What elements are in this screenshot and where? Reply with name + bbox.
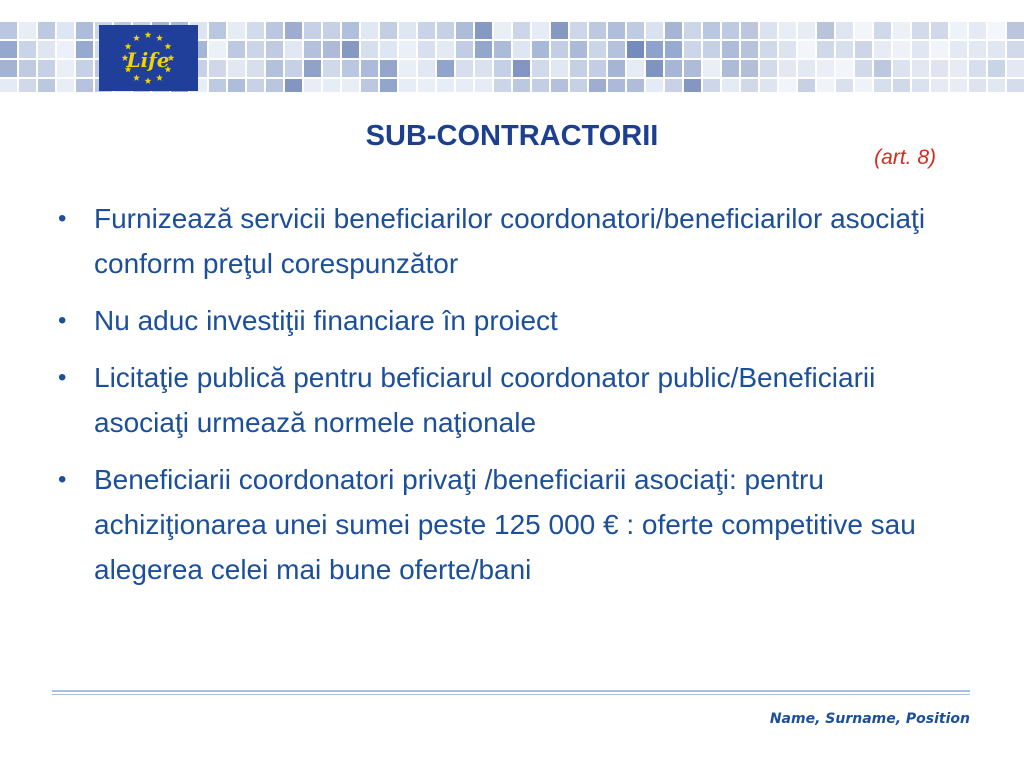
mosaic-tile xyxy=(817,22,834,39)
mosaic-tile xyxy=(380,79,397,92)
mosaic-tile xyxy=(627,22,644,39)
mosaic-tile xyxy=(817,79,834,92)
mosaic-tile xyxy=(551,60,568,77)
mosaic-tile xyxy=(608,60,625,77)
mosaic-tile xyxy=(0,79,17,92)
mosaic-tile xyxy=(950,22,967,39)
mosaic-tile xyxy=(57,22,74,39)
mosaic-tile xyxy=(399,41,416,58)
mosaic-tile xyxy=(0,60,17,77)
mosaic-tile xyxy=(209,22,226,39)
mosaic-tile xyxy=(494,41,511,58)
mosaic-tile xyxy=(266,22,283,39)
mosaic-tile xyxy=(399,79,416,92)
article-reference: (art. 8) xyxy=(874,146,936,169)
mosaic-tile xyxy=(456,22,473,39)
bullet-text: Beneficiarii coordonatori privaţi /beneficiarii asociaţi: pentru achiziţionarea unei sumei peste 125 000 € : oferte competitive sau alegerea celei mai bune oferte/bani xyxy=(94,464,916,585)
mosaic-tile xyxy=(684,22,701,39)
eu-star-icon xyxy=(133,74,140,81)
mosaic-tile xyxy=(722,22,739,39)
mosaic-tile xyxy=(323,79,340,92)
mosaic-tile xyxy=(57,41,74,58)
mosaic-tile xyxy=(779,41,796,58)
mosaic-tile xyxy=(361,41,378,58)
mosaic-tile xyxy=(741,22,758,39)
mosaic-tile xyxy=(836,22,853,39)
mosaic-tile xyxy=(19,41,36,58)
mosaic-tile xyxy=(437,60,454,77)
bullet-icon: • xyxy=(58,307,67,334)
bullet-item xyxy=(54,355,954,445)
bullet-text: Licitaţie publică pentru beficiarul coordonator public/Beneficiarii asociaţi urmează normele naţionale xyxy=(94,362,876,438)
mosaic-tile xyxy=(874,41,891,58)
mosaic-tile xyxy=(760,60,777,77)
mosaic-tile xyxy=(437,22,454,39)
mosaic-tile xyxy=(551,79,568,92)
mosaic-tile xyxy=(950,41,967,58)
mosaic-tile xyxy=(399,22,416,39)
mosaic-tile xyxy=(418,22,435,39)
mosaic-tile xyxy=(456,79,473,92)
mosaic-tile xyxy=(570,60,587,77)
mosaic-tile xyxy=(1007,41,1024,58)
mosaic-tile xyxy=(76,22,93,39)
mosaic-tile xyxy=(38,41,55,58)
mosaic-tile xyxy=(456,60,473,77)
mosaic-tile xyxy=(665,41,682,58)
mosaic-tile xyxy=(741,41,758,58)
mosaic-tile xyxy=(741,60,758,77)
mosaic-tile xyxy=(228,41,245,58)
mosaic-tile xyxy=(855,22,872,39)
mosaic-tile xyxy=(893,60,910,77)
mosaic-tile xyxy=(380,60,397,77)
mosaic-tile xyxy=(988,79,1005,92)
bullet-text: Nu aduc investiţii financiare în proiect xyxy=(94,305,558,336)
mosaic-tile xyxy=(779,79,796,92)
mosaic-tile xyxy=(893,22,910,39)
mosaic-tile xyxy=(532,41,549,58)
mosaic-tile xyxy=(741,79,758,92)
mosaic-tile xyxy=(931,22,948,39)
mosaic-tile xyxy=(665,79,682,92)
logo-text: Life xyxy=(126,48,170,72)
mosaic-tile xyxy=(228,79,245,92)
mosaic-tile xyxy=(475,60,492,77)
mosaic-tile xyxy=(247,41,264,58)
mosaic-tile xyxy=(703,22,720,39)
mosaic-tile xyxy=(874,60,891,77)
mosaic-tile xyxy=(589,60,606,77)
mosaic-tile xyxy=(361,22,378,39)
mosaic-tile xyxy=(608,79,625,92)
eu-star-icon xyxy=(145,31,152,38)
mosaic-tile xyxy=(836,60,853,77)
mosaic-tile xyxy=(874,22,891,39)
mosaic-tile xyxy=(38,60,55,77)
mosaic-tile xyxy=(513,22,530,39)
mosaic-tile xyxy=(836,41,853,58)
mosaic-tile xyxy=(209,79,226,92)
footer-divider xyxy=(52,690,970,692)
mosaic-tile xyxy=(247,79,264,92)
mosaic-tile xyxy=(950,60,967,77)
slide-title: SUB-CONTRACTORII xyxy=(365,120,659,152)
mosaic-tile xyxy=(0,41,17,58)
bullet-item xyxy=(54,298,954,343)
mosaic-tile xyxy=(1007,22,1024,39)
mosaic-tile xyxy=(304,60,321,77)
mosaic-tile xyxy=(931,79,948,92)
mosaic-tile xyxy=(0,22,17,39)
mosaic-tile xyxy=(722,60,739,77)
mosaic-tile xyxy=(931,60,948,77)
mosaic-tile xyxy=(855,41,872,58)
mosaic-tile xyxy=(76,60,93,77)
mosaic-tile xyxy=(361,79,378,92)
mosaic-tile xyxy=(342,79,359,92)
mosaic-tile xyxy=(722,41,739,58)
mosaic-tile xyxy=(418,60,435,77)
mosaic-tile xyxy=(817,60,834,77)
mosaic-tile xyxy=(418,41,435,58)
mosaic-tile xyxy=(760,41,777,58)
mosaic-tile xyxy=(798,41,815,58)
mosaic-tile xyxy=(1007,79,1024,92)
mosaic-tile xyxy=(703,41,720,58)
mosaic-tile xyxy=(570,41,587,58)
mosaic-tile xyxy=(988,60,1005,77)
mosaic-tile xyxy=(646,79,663,92)
mosaic-tile xyxy=(969,60,986,77)
mosaic-tile xyxy=(1007,60,1024,77)
mosaic-tile xyxy=(703,79,720,92)
mosaic-tile xyxy=(228,60,245,77)
mosaic-tile xyxy=(456,41,473,58)
mosaic-tile xyxy=(76,41,93,58)
mosaic-tile xyxy=(266,79,283,92)
mosaic-tile xyxy=(304,41,321,58)
mosaic-tile xyxy=(342,60,359,77)
mosaic-tile xyxy=(513,79,530,92)
mosaic-tile xyxy=(532,22,549,39)
mosaic-tile xyxy=(342,41,359,58)
eu-star-icon xyxy=(156,34,163,41)
mosaic-tile xyxy=(209,41,226,58)
mosaic-tile xyxy=(38,79,55,92)
mosaic-tile xyxy=(494,22,511,39)
mosaic-tile xyxy=(665,22,682,39)
mosaic-tile xyxy=(532,60,549,77)
mosaic-tile xyxy=(589,22,606,39)
mosaic-tile xyxy=(969,41,986,58)
mosaic-tile xyxy=(589,41,606,58)
bullet-item xyxy=(54,196,954,286)
mosaic-tile xyxy=(646,41,663,58)
mosaic-tile xyxy=(912,79,929,92)
mosaic-tile xyxy=(551,41,568,58)
mosaic-tile xyxy=(285,79,302,92)
mosaic-tile xyxy=(665,60,682,77)
mosaic-tile xyxy=(798,79,815,92)
mosaic-tile xyxy=(817,41,834,58)
mosaic-tile xyxy=(779,22,796,39)
mosaic-tile xyxy=(19,22,36,39)
mosaic-tile xyxy=(285,60,302,77)
mosaic-tile xyxy=(608,22,625,39)
mosaic-tile xyxy=(19,79,36,92)
mosaic-tile xyxy=(304,79,321,92)
mosaic-tile xyxy=(475,79,492,92)
mosaic-tile xyxy=(627,79,644,92)
mosaic-tile xyxy=(969,79,986,92)
mosaic-tile xyxy=(475,22,492,39)
mosaic-tile xyxy=(513,41,530,58)
bullet-icon: • xyxy=(58,205,67,232)
mosaic-tile xyxy=(570,79,587,92)
bullet-list xyxy=(54,196,954,604)
mosaic-tile xyxy=(836,79,853,92)
mosaic-tile xyxy=(38,22,55,39)
bullet-item xyxy=(54,457,954,592)
mosaic-tile xyxy=(703,60,720,77)
mosaic-tile xyxy=(798,60,815,77)
mosaic-tile xyxy=(855,79,872,92)
mosaic-tile xyxy=(627,41,644,58)
mosaic-tile xyxy=(266,41,283,58)
mosaic-tile xyxy=(361,60,378,77)
mosaic-tile xyxy=(475,41,492,58)
mosaic-tile xyxy=(684,60,701,77)
footer-presenter-info: Name, Surname, Position xyxy=(769,711,970,727)
mosaic-tile xyxy=(57,79,74,92)
mosaic-tile xyxy=(684,79,701,92)
mosaic-tile xyxy=(570,22,587,39)
eu-stars-icon xyxy=(99,25,198,91)
mosaic-tile xyxy=(912,22,929,39)
mosaic-tile xyxy=(418,79,435,92)
mosaic-tile xyxy=(19,60,36,77)
mosaic-tile xyxy=(646,60,663,77)
mosaic-tile xyxy=(285,22,302,39)
mosaic-tile xyxy=(399,60,416,77)
mosaic-tile xyxy=(323,41,340,58)
mosaic-tile xyxy=(513,60,530,77)
mosaic-tile xyxy=(969,22,986,39)
mosaic-tile xyxy=(988,41,1005,58)
mosaic-tile xyxy=(228,22,245,39)
eu-star-icon xyxy=(145,77,152,84)
bullet-icon: • xyxy=(58,466,67,493)
mosaic-tile xyxy=(988,22,1005,39)
mosaic-tile xyxy=(722,79,739,92)
mosaic-tile xyxy=(646,22,663,39)
mosaic-tile xyxy=(874,79,891,92)
footer-divider-thin xyxy=(52,694,970,695)
mosaic-tile xyxy=(589,79,606,92)
mosaic-tile xyxy=(551,22,568,39)
mosaic-tile xyxy=(304,22,321,39)
mosaic-tile xyxy=(380,22,397,39)
mosaic-tile xyxy=(323,22,340,39)
mosaic-tile xyxy=(760,22,777,39)
mosaic-tile xyxy=(532,79,549,92)
mosaic-tile xyxy=(437,41,454,58)
mosaic-tile xyxy=(608,41,625,58)
mosaic-tile xyxy=(931,41,948,58)
eu-star-icon xyxy=(156,74,163,81)
mosaic-tile xyxy=(627,60,644,77)
mosaic-tile xyxy=(684,41,701,58)
mosaic-tile xyxy=(950,79,967,92)
mosaic-tile xyxy=(912,41,929,58)
mosaic-tile xyxy=(437,79,454,92)
mosaic-tile xyxy=(798,22,815,39)
eu-star-icon xyxy=(133,34,140,41)
mosaic-tile xyxy=(912,60,929,77)
mosaic-tile xyxy=(323,60,340,77)
mosaic-tile xyxy=(893,79,910,92)
eu-life-logo xyxy=(99,25,198,91)
mosaic-tile xyxy=(57,60,74,77)
mosaic-tile xyxy=(893,41,910,58)
mosaic-tile xyxy=(494,79,511,92)
mosaic-tile xyxy=(760,79,777,92)
bullet-icon: • xyxy=(58,364,67,391)
mosaic-tile xyxy=(266,60,283,77)
mosaic-tile xyxy=(380,41,397,58)
mosaic-tile xyxy=(285,41,302,58)
mosaic-tile xyxy=(209,60,226,77)
mosaic-tile xyxy=(779,60,796,77)
mosaic-tile xyxy=(855,60,872,77)
bullet-text: Furnizează servicii beneficiarilor coordonatori/beneficiarilor asociaţi conform preţul corespunzător xyxy=(94,203,926,279)
mosaic-tile xyxy=(494,60,511,77)
mosaic-tile xyxy=(247,60,264,77)
mosaic-tile xyxy=(342,22,359,39)
mosaic-tile xyxy=(76,79,93,92)
mosaic-tile xyxy=(247,22,264,39)
